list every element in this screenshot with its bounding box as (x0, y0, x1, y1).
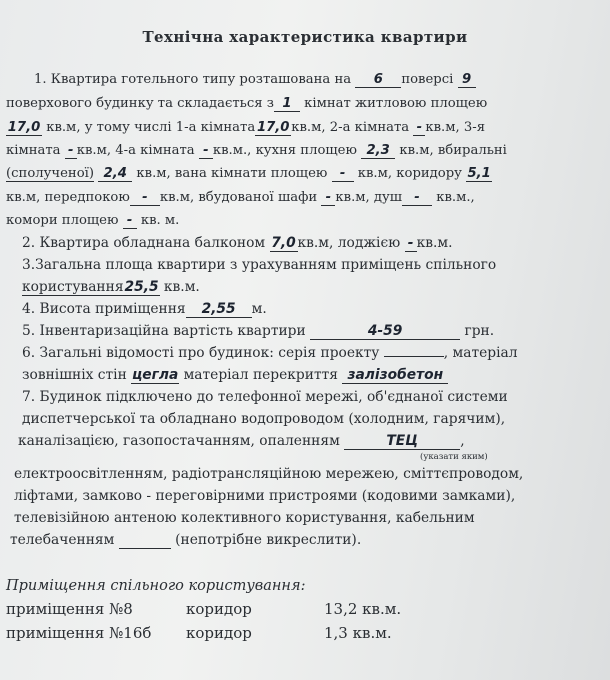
p7-text-e: ліфтами, замково - переговірними пристроями (кодовими замками), (14, 488, 516, 504)
p7-text-h: (непотрібне викреслити). (175, 532, 362, 548)
p6-text-c: зовнішніх стін (22, 367, 127, 383)
p1-shower: - (402, 190, 432, 206)
p7-line6 (14, 510, 475, 526)
p7-text-a: 7. Будинок підключено до телефонної мережі, об'єднаної системи (22, 389, 508, 405)
p7-line5 (14, 488, 515, 504)
p1-line4 (6, 143, 507, 159)
p1-text-r: кв.м., (436, 190, 475, 205)
p6-text-b: , матеріал (443, 345, 518, 361)
p1-room2: - (413, 120, 425, 136)
p1-line2 (6, 96, 487, 112)
p1-floors-total: 9 (458, 72, 476, 88)
p1-text-k: кв.м, вбиральні (399, 143, 507, 158)
p4-text-b: м. (251, 301, 267, 317)
common-row-area: 13,2 кв.м. (324, 600, 402, 618)
p7-heating: ТЕЦ (344, 433, 460, 450)
p1-text-d: кімнат житловою площею (304, 96, 488, 111)
p2-text-c: кв.м. (416, 235, 453, 251)
p7-text-g: телебаченням (10, 532, 115, 548)
p1-room4: - (199, 143, 213, 159)
common-row-type: коридор (186, 624, 252, 642)
p1-text-t: кв. м. (140, 213, 180, 228)
p1-text-l: (сполученої) (6, 166, 95, 181)
p1-kitchen: 2,3 (361, 143, 395, 159)
p7-line7 (10, 532, 361, 549)
p1-text-j: кв.м., кухня площею (212, 143, 357, 158)
p2-loggia: - (405, 235, 417, 252)
p1-line7 (6, 213, 179, 229)
p1-rooms: 1 (274, 96, 300, 112)
p3-total: 25,5 (124, 279, 159, 295)
p6-line2 (22, 367, 448, 384)
p1-toilet: 2,4 (98, 166, 132, 182)
p1-hall: - (130, 190, 160, 206)
p7-line1 (22, 389, 508, 405)
p7-hint: (указати яким) (420, 452, 488, 462)
p3-line1 (22, 257, 496, 273)
p1-bath: - (332, 166, 354, 182)
p7-line2 (22, 411, 505, 427)
common-row-area: 1,3 кв.м. (324, 624, 392, 642)
p7-line3 (18, 433, 465, 450)
p1-corridor: 5,1 (467, 166, 491, 181)
p1-text-s: комори площею (6, 213, 119, 228)
p1-room1: 17,0 (256, 120, 290, 135)
p1-floor: 6 (355, 72, 401, 88)
p2-text-a: 2. Квартира обладнана балконом (22, 235, 266, 251)
p1-text-e: кв.м, у тому числі 1-а кімната (46, 120, 256, 135)
p4-text-a: 4. Висота приміщення (22, 301, 186, 317)
p1-text-c: поверхового будинку та складається з (6, 96, 274, 111)
p7-text-c2: , (460, 433, 465, 449)
p1-text-p: кв.м, вбудованої шафи (159, 190, 318, 205)
p7-text-b: диспетчерської та обладнано водопроводом (холодним, гарячим), (22, 411, 506, 427)
p1-text-m: кв.м, вана кімнати площею (136, 166, 328, 181)
p6-walls: цегла (132, 367, 179, 383)
p3-text-a: 3.Загальна площа квартири з урахуванням приміщень спільного (22, 257, 497, 273)
p1-text-b: поверсі (401, 72, 454, 87)
common-row-label: приміщення №16б (6, 624, 152, 642)
p5-line (22, 323, 494, 340)
p2-balcony: 7,0 (271, 235, 296, 251)
p1-living-area: 17,0 (7, 120, 41, 135)
p3-text-b: користування (22, 279, 124, 295)
p1-pantry: - (123, 213, 137, 229)
p6-ceiling: залізобетон (342, 367, 448, 384)
p5-text-b: грн. (464, 323, 495, 339)
p3-text-c: кв.м. (163, 279, 200, 295)
p1-text-a: 1. Квартира готельного типу розташована на (34, 72, 352, 87)
p1-text-h: кімната (6, 143, 61, 158)
p6-series (384, 356, 444, 357)
p4-height: 2,55 (186, 301, 252, 318)
common-row-type: коридор (186, 600, 252, 618)
p3-line2 (22, 279, 200, 296)
p1-line5 (6, 166, 492, 182)
p2-line (22, 235, 453, 252)
p6-text-a: 6. Загальні відомості про будинок: серія проекту (22, 345, 380, 361)
common-title: Приміщення спільного користування: (6, 578, 306, 594)
p1-line6 (6, 190, 475, 206)
p6-text-d: матеріал перекриття (183, 367, 338, 383)
p7-text-d: електроосвітленням, радіотрансляційною мережею, сміттєпроводом, (14, 466, 524, 482)
p7-line4 (14, 466, 523, 482)
p7-text-c: каналізацією, газопостачанням, опаленням (18, 433, 340, 449)
p2-text-b: кв.м, лоджією (297, 235, 401, 251)
p5-value: 4-59 (310, 323, 460, 340)
document-title: Технічна характеристика квартири (142, 28, 468, 46)
p1-text-q: кв.м, душ (335, 190, 403, 205)
p1-text-i: кв.м, 4-а кімната (76, 143, 195, 158)
common-row-label: приміщення №8 (6, 600, 133, 618)
p6-line1 (22, 345, 518, 361)
p7-text-f: телевізійною антеною колективного користування, кабельним (14, 510, 475, 526)
p1-line1 (34, 72, 476, 88)
p1-text-f: кв.м, 2-а кімната (291, 120, 410, 135)
p1-text-g: кв.м, 3-я (425, 120, 486, 135)
p1-text-o: кв.м, передпокою (6, 190, 130, 205)
p1-text-n: кв.м, коридору (357, 166, 462, 181)
p7-tv-blank (119, 532, 171, 549)
p1-line3 (6, 120, 485, 136)
p1-wardrobe: - (321, 190, 335, 206)
p4-line (22, 301, 267, 318)
p5-text-a: 5. Інвентаризаційна вартість квартири (22, 323, 306, 339)
p1-room3: - (65, 143, 77, 159)
